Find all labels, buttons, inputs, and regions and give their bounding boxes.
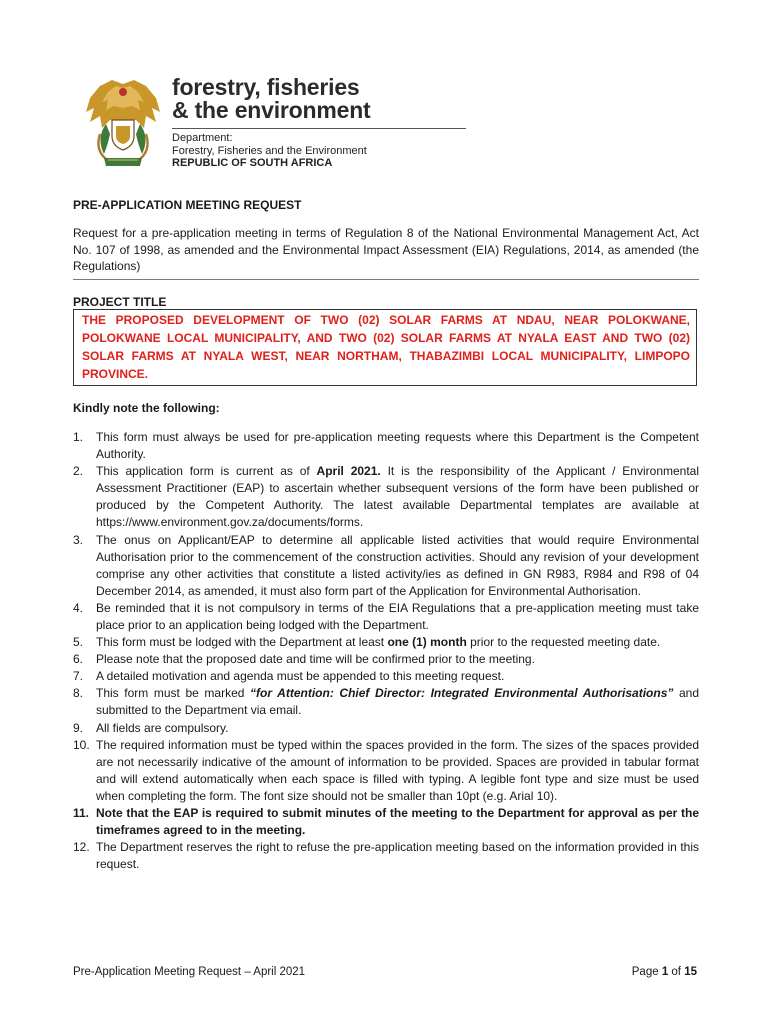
list-item-text: The onus on Applicant/EAP to determine all applicable listed activities that would require Environmental Authorisation prior to the commencement of the construction activities. Should any revision of your development comprise any other activities that constitute a listed activity/ies as defined in GN R983, R984 and R98 of 04 December 2014, as amended, it must also form part of the Application for Environmental Authorisation. (96, 532, 699, 598)
list-item (73, 651, 699, 668)
list-item (73, 839, 699, 873)
list-item-number: 4. (73, 600, 84, 615)
list-item-number: 2. (73, 464, 84, 479)
list-item-number: 6. (73, 652, 84, 667)
list-item-text: Please note that the proposed date and time will be confirmed prior to the meeting. (96, 652, 535, 667)
department-wordmark (172, 76, 371, 122)
list-item-number: 11. (73, 806, 90, 821)
list-item-text: Note that the EAP is required to submit minutes of the meeting to the Department for approval as per the timeframes agreed to in the meeting. (96, 806, 699, 838)
list-item (73, 720, 699, 737)
wordmark-line-1: forestry, fisheries (172, 74, 360, 100)
logo-divider (172, 128, 466, 129)
list-item (73, 668, 699, 685)
list-item-text: The Department reserves the right to refuse the pre-application meeting based on the information provided in this request. (96, 840, 699, 872)
page-number-prefix: Page (631, 966, 662, 978)
list-item-number: 9. (73, 720, 84, 735)
notes-list (73, 429, 699, 873)
list-item (73, 463, 699, 531)
page-number-total: 15 (684, 966, 697, 978)
project-title-box: THE PROPOSED DEVELOPMENT OF TWO (02) SOLAR FARMS AT NDAU, NEAR POLOKWANE, POLOKWANE LOCAL MUNICIPALITY, AND TWO (02) SOLAR FARMS AT NYALA EAST AND TWO (02) SOLAR FARMS AT NYALA WEST, NEAR NORTHAM, THABAZIMBI LOCAL MUNICIPALITY, LIMPOPO PROVINCE. (73, 309, 697, 386)
list-item-text: A detailed motivation and agenda must be appended to this meeting request. (96, 669, 505, 684)
list-item-text: This form must always be used for pre-application meeting requests where this Department is the Competent Authority. (96, 429, 699, 462)
page-number-current: 1 (661, 966, 669, 978)
list-item-text: All fields are compulsory. (96, 720, 229, 735)
section-divider (73, 279, 699, 280)
department-logo (82, 76, 392, 172)
list-item (73, 634, 699, 651)
list-item-number: 3. (73, 532, 84, 547)
list-item-number: 12. (73, 840, 90, 855)
list-item-text: It is the responsibility of the Applicant / Environmental Assessment Practitioner (EAP) to ascertain whether subsequent versions of the form have been published or produced by the Competent Authority. The latest available Departmental templates are available at https://www.environment.gov.za/documents/forms. (96, 464, 700, 530)
list-item-number: 7. (73, 669, 84, 684)
list-item-emphasis: one (1) month (387, 635, 467, 650)
department-full-name: Forestry, Fisheries and the Environment (172, 144, 367, 157)
notes-heading: Kindly note the following: (73, 401, 220, 416)
coat-of-arms-icon (82, 78, 164, 170)
list-item (73, 805, 699, 839)
footer-document-label: Pre-Application Meeting Request – April 2021 (73, 966, 306, 978)
list-item-text: This form must be lodged with the Department at least (96, 635, 388, 650)
republic-label: REPUBLIC OF SOUTH AFRICA (172, 157, 333, 170)
wordmark-line-2: & the environment (172, 97, 371, 123)
list-item-number: 1. (73, 429, 84, 444)
list-item-text: prior to the requested meeting date. (466, 635, 661, 650)
list-item (73, 737, 699, 805)
list-item-emphasis: April 2021. (316, 464, 381, 479)
project-title-label: PROJECT TITLE (73, 295, 167, 310)
department-label: Department: (172, 132, 233, 144)
page-number (632, 966, 697, 978)
list-item-text: and submitted to the Department via email. (96, 686, 699, 718)
list-item (73, 429, 699, 463)
list-item (73, 532, 699, 600)
list-item-number: 8. (73, 686, 84, 701)
list-item-text: This application form is current as of (96, 464, 317, 479)
page-number-separator: of (668, 966, 685, 978)
list-item-text: This form must be marked (96, 686, 251, 701)
document-body (73, 197, 699, 873)
list-item-number: 10. (73, 737, 90, 752)
department-subtitle (172, 132, 367, 170)
list-item-number: 5. (73, 635, 84, 650)
intro-paragraph: Request for a pre-application meeting in terms of Regulation 8 of the National Environmental Management Act, Act No. 107 of 1998, as amended and the Environmental Impact Assessment (EIA) Regulations, 2014, as amended (the Regulations) (73, 225, 699, 274)
document-title: PRE-APPLICATION MEETING REQUEST (73, 198, 302, 212)
list-item-emphasis: “for Attention: Chief Director: Integrated Environmental Authorisations” (250, 686, 674, 701)
list-item (73, 600, 699, 634)
list-item-text: Be reminded that it is not compulsory in terms of the EIA Regulations that a pre-application meeting must take place prior to an application being lodged with the Department. (96, 600, 699, 633)
list-item (73, 685, 699, 719)
list-item-text: The required information must be typed within the spaces provided in the form. The sizes of the spaces provided are not necessarily indicative of the amount of information to be provided. Spaces are provided in tabular format and will extend automatically when each space is filled with typing. A legible font type and size must be used when completing the form. The font size should not be smaller than 10pt (e.g. Arial 10). (96, 737, 699, 803)
